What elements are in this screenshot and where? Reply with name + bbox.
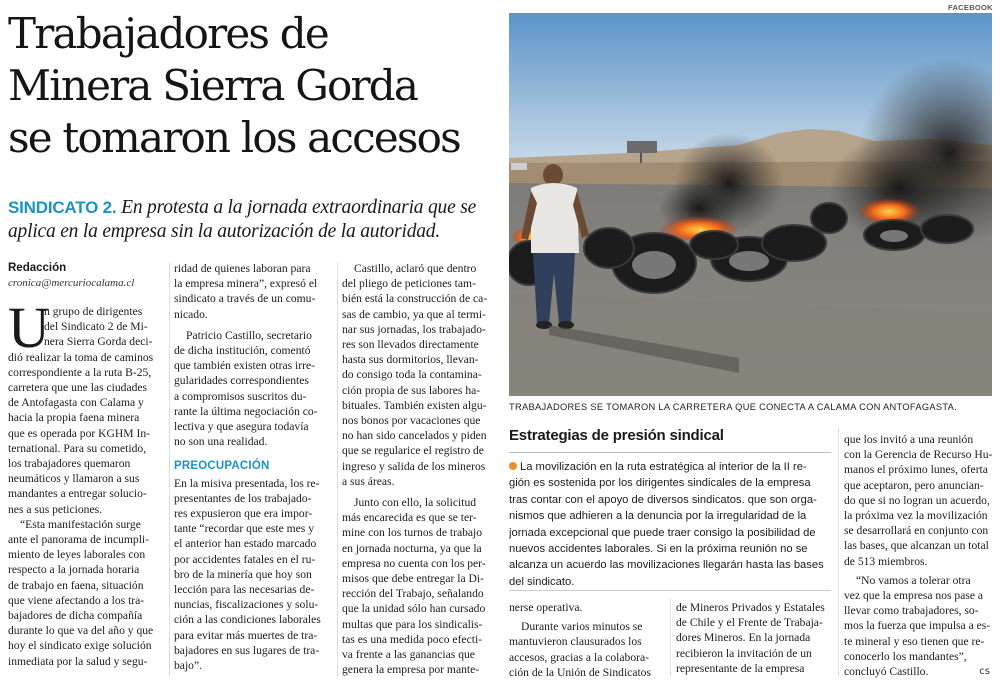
deck-line-1: En protesta a la jornada extraordinaria que se (121, 197, 477, 218)
headline-line: se tomaron los accesos (8, 113, 460, 162)
text-line (844, 664, 994, 679)
text-line: a compromisos suscritos du- (174, 389, 307, 403)
text-line: que los invitó a una reunión (844, 433, 974, 446)
text-line: el anterior han estado marcado (174, 537, 317, 551)
deck (8, 196, 500, 244)
column-separator (337, 262, 338, 676)
text-line: mos la fuerza que impulsa a es- (844, 619, 991, 633)
column-separator (169, 262, 170, 676)
photo-illustration (509, 13, 992, 396)
text-line: que viene afectando a los tra- (8, 593, 145, 607)
text-line: En la misiva presentada, los re- (174, 476, 320, 490)
text-line: Patricio Castillo, secretario (186, 328, 312, 342)
text-line (509, 459, 831, 475)
text-line: “Esta manifestación surge (20, 517, 141, 531)
text-line: vez que la empresa nos pase a (844, 589, 984, 603)
text-line: hacia la propia faena minera (8, 411, 140, 425)
text-line: jornada excepcional que puede traer consigo la posibilidad de (509, 526, 816, 539)
text-line: te mineral y eso tienen que re- (844, 634, 985, 648)
paragraph (174, 328, 334, 450)
text-line: rante la última negociación co- (174, 404, 318, 418)
photo-credit: FACEBOOK (948, 3, 993, 12)
text-line: gión es sostenida por los dirigentes sindicales de la empresa (509, 477, 811, 490)
text-line: lectiva y que asegura todavía (174, 420, 309, 434)
text-line: accesos, gracias a la colabora- (509, 650, 650, 664)
text-line: bajo”. (174, 659, 203, 673)
bullet-icon (509, 462, 517, 470)
text-line: carretera que une las ciudades (8, 381, 148, 395)
text-line: nerse operativa. (509, 601, 583, 614)
text-line: misos que debe entregar la Di- (342, 572, 484, 586)
text-line: rección del Trabajo, señalando (342, 587, 484, 601)
text-line: que es operada por KGHM In- (8, 426, 150, 440)
text-line: sas de cambio, ya que al termi- (342, 307, 486, 321)
text-line: mantuvieron clausurados los (509, 635, 642, 649)
text-line: bajadores de dicha compañía (8, 609, 143, 623)
text-line: manos el próximo lunes, oferta (844, 463, 988, 477)
byline-name: Redacción (8, 262, 67, 274)
text-line: ción propia de sus labores ha- (342, 383, 481, 397)
text-line: bituales. También existen algu- (342, 398, 487, 412)
text-line: lección para las necesarias de- (174, 583, 315, 597)
text-line: ternational. Para su cometido, (8, 441, 147, 455)
text-line: mandantes a entregar solucio- (8, 487, 147, 501)
paragraph (174, 476, 334, 674)
text-line: nicado. (174, 307, 208, 321)
text-line: multas que para los sindicalis- (342, 617, 483, 631)
text-line: recibieron la invitación de un (676, 646, 812, 660)
text-line: dores Mineros. En la jornada (676, 631, 811, 645)
paragraph (509, 600, 666, 615)
paragraph (676, 600, 834, 676)
text-line: neumáticos y llamaron a sus (8, 472, 140, 486)
text-line: ante el panorama de incumpli- (8, 533, 149, 547)
article-column-4 (509, 600, 666, 680)
text-line: en jornada nocturna, ya que la (342, 541, 482, 555)
infobox-rule (509, 452, 831, 453)
text-line: llevar como trabajadores, so- (844, 604, 979, 618)
text-line: va frente a las ganancias que (342, 648, 475, 662)
text-line: respecto a la jornada horaria (8, 563, 140, 577)
text-line: dió realizar la toma de caminos (8, 350, 154, 364)
text-line: alcanza un acuerdo las movilizaciones llegarán hasta las bases (509, 559, 824, 572)
text-line: durante lo que va del año y que (8, 624, 154, 638)
text-line: de 513 miembros. (844, 554, 928, 568)
text-line: tante “recordar que este mes y (174, 522, 315, 536)
text-line: del Sindicato 2 de Mi- (44, 320, 148, 334)
text-line: conocerlo los mandantes”, (844, 649, 967, 663)
paragraph (342, 495, 502, 677)
text-line: nera Sierra Gorda deci- (44, 335, 153, 349)
text-line: miento de leyes laborales con (8, 548, 146, 562)
text-line: ción de la Unión de Sindicatos (509, 665, 651, 679)
text-line: no son una realidad. (174, 435, 268, 449)
text-line: no han sido cancelados y piden (342, 429, 487, 443)
text-line: do que si no logran un acuerdo, (844, 493, 990, 507)
subheading: PREOCUPACIÓN (174, 460, 270, 473)
end-mark-icon: cs (979, 666, 990, 678)
text-line: nos bonos por vacaciones que (342, 414, 481, 428)
text-line: bajadores en sus lugares de tra- (174, 643, 320, 657)
headline-line: Minera Sierra Gorda (8, 61, 418, 110)
text-line: Junto con ello, la solicitud (354, 496, 477, 510)
text-line: más encarecida es que se ter- (342, 511, 477, 525)
article-column-6 (844, 432, 994, 679)
headline-line: Trabajadores de (8, 9, 328, 58)
text-line: con la Gerencia de Recurso Hu- (844, 448, 993, 462)
text-line: presentantes de los trabajado- (174, 491, 312, 505)
news-photo (509, 13, 992, 396)
text-line: ción a las condiciones laborales (174, 613, 321, 627)
text-line: res son llevados directamente (342, 338, 479, 352)
text-line: gularidades correspondientes (174, 374, 309, 388)
text-line: hasta sus dormitorios, llevan- (342, 353, 479, 367)
text-line: ridad de quienes laboran para (174, 262, 311, 275)
text-line: la próxima vez la movilización (844, 509, 988, 523)
paragraph (844, 573, 994, 679)
text-line-content: La movilización en la ruta estratégica al interior de la II re- (520, 461, 807, 473)
text-line: ingreso y salida de los mineros (342, 459, 486, 473)
text-line: bién está la construcción de ca- (342, 292, 488, 306)
text-line: que también existen otras irre- (174, 359, 316, 373)
paragraph (509, 619, 666, 680)
text-line: las bases, que alcanzan un total (844, 539, 989, 553)
text-line: correspondiente a la ruta B-25, (8, 365, 152, 379)
text-line: de Mineros Privados y Estatales (676, 601, 825, 614)
photo-caption: TRABAJADORES SE TOMARON LA CARRETERA QUE CONECTA A CALAMA CON ANTOFAGASTA. (509, 402, 958, 412)
text-line: que se regularice el registro de (342, 444, 484, 458)
text-line: tas es una medida poco efecti- (342, 632, 483, 646)
text-line: la empresa minera”, expresó el (174, 277, 318, 291)
paragraph (8, 295, 166, 517)
deck-line-2: aplica en la empresa sin la autorización de la autoridad. (8, 221, 441, 242)
text-line: hoy el sindicato exige solución (8, 639, 152, 653)
text-line: sindicato a través de un comu- (174, 292, 316, 306)
kicker: SINDICATO 2. (8, 198, 117, 217)
article-column-2 (174, 261, 334, 673)
paragraph (174, 261, 334, 322)
text-line: do consigo toda la contamina- (342, 368, 482, 382)
text-line: empresa no cuenta con los per- (342, 556, 486, 570)
article-column-5 (676, 600, 834, 676)
text-line: mine con los turnos de trabajo (342, 526, 483, 540)
text-line: que la unidad sólo han cursado (342, 602, 486, 616)
text-line: res expusieron que era impor- (174, 507, 313, 521)
column-separator (838, 428, 839, 676)
text-line: de dicha institución, comentó (174, 344, 311, 358)
text-line: nar sus jornadas, los trabajado- (342, 322, 486, 336)
text-line: nuncias, fiscalizaciones y solu- (174, 598, 319, 612)
article-column-1 (8, 295, 166, 669)
text-line: nes a sus peticiones. (8, 502, 103, 516)
infobox-text (509, 459, 831, 590)
text-line: “No vamos a tolerar otra (856, 573, 971, 587)
text-line: representante de la empresa (676, 661, 805, 675)
drop-cap: U (8, 295, 50, 360)
text-line-content: concluyó Castillo. (844, 665, 929, 679)
text-line: se desarrollará en conjunto con (844, 524, 989, 538)
text-line: genera la empresa por mante- (342, 663, 480, 677)
article-column-3 (342, 261, 502, 677)
text-line: nuevos accidentes laborales. Si en la próxima reunión no se (509, 543, 808, 556)
paragraph (8, 517, 166, 669)
infobox-bottom-rule (509, 590, 831, 591)
text-line: a sus áreas. (342, 474, 395, 488)
byline-email: cronica@mercuriocalama.cl (8, 277, 135, 289)
text-line: Durante varios minutos se (521, 620, 643, 634)
text-line: del pliego de peticiones tam- (342, 277, 476, 291)
text-line: por accidentes fatales en el ru- (174, 552, 316, 566)
text-line: del sindicato. (509, 575, 575, 588)
text-line: nismos que adhieren a la denuncia por la irregularidad de la (509, 510, 807, 523)
text-line: tras contar con el apoyo de diversos sindicatos. que son orga- (509, 493, 817, 506)
column-separator (670, 598, 671, 676)
car (511, 163, 527, 170)
text-line: n grupo de dirigentes (44, 305, 143, 318)
text-line: para evitar más muertes de tra- (174, 628, 318, 642)
paragraph (844, 432, 994, 569)
text-line: que aceptaron, pero anuncian- (844, 478, 984, 492)
text-line: Castillo, aclaró que dentro (354, 262, 477, 275)
text-line: bro de la minería que hoy son (174, 567, 312, 581)
text-line: los trabajadores quemaron (8, 457, 131, 471)
billboard (627, 141, 657, 153)
text-line: de trabajo en faena, situación (8, 578, 144, 592)
text-line: de Antofagasta con Calama y (8, 396, 144, 410)
text-line: inmediata por la salud y segu- (8, 654, 148, 668)
headline (8, 8, 500, 164)
paragraph (342, 261, 502, 489)
text-line: de Chile y el Frente de Trabaja- (676, 616, 823, 630)
infobox-title: Estrategias de presión sindical (509, 427, 724, 444)
